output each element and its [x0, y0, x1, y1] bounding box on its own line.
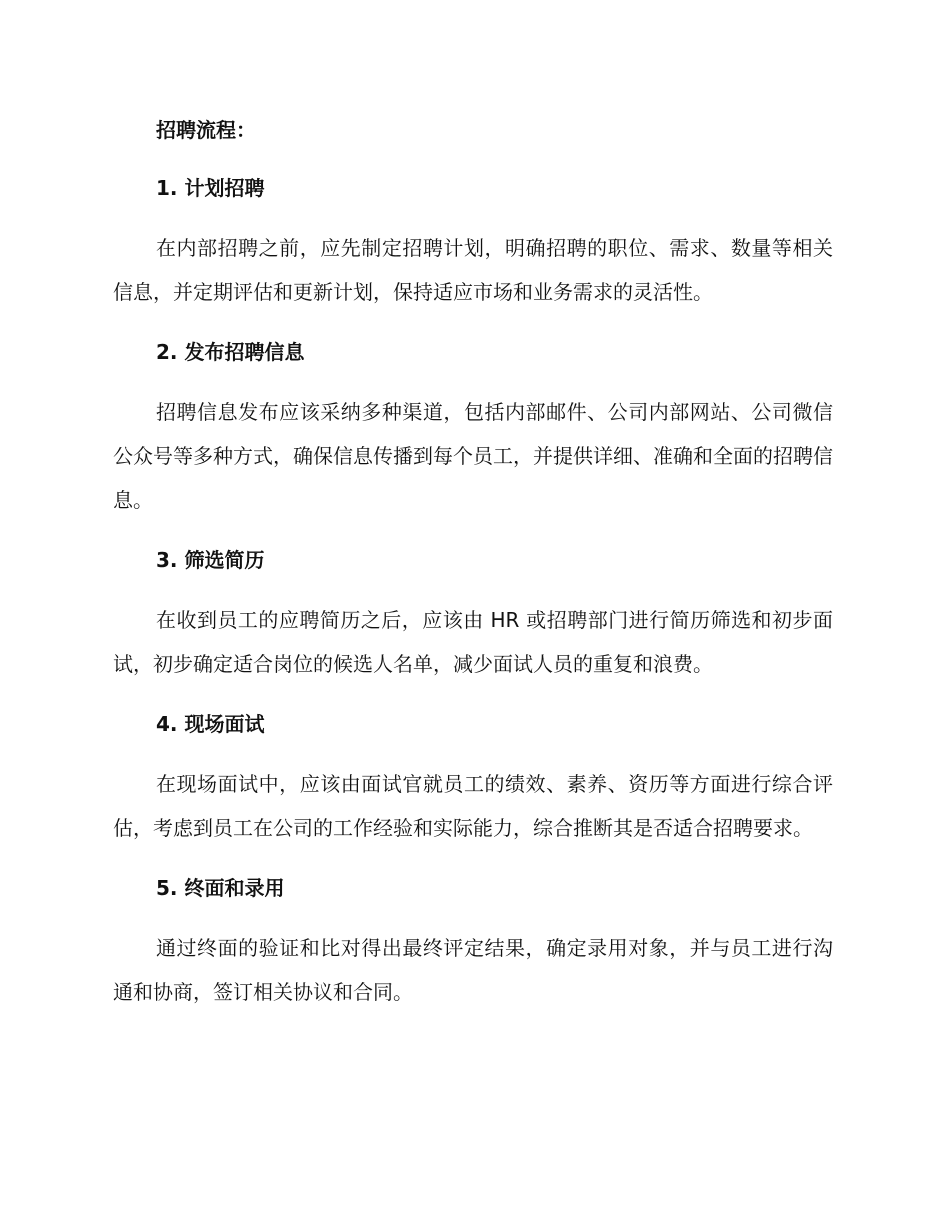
section-body: 在现场面试中，应该由面试官就员工的绩效、素养、资历等方面进行综合评估，考虑到员工在公司的工作经验和实际能力，综合推断其是否适合招聘要求。: [113, 772, 833, 840]
section-heading: 5. 终面和录用: [156, 876, 285, 900]
section-plan-recruitment: [113, 168, 833, 314]
section-onsite-interview: [113, 704, 833, 850]
section-body: 在内部招聘之前，应先制定招聘计划，明确招聘的职位、需求、数量等相关信息，并定期评估和更新计划，保持适应市场和业务需求的灵活性。: [113, 236, 833, 304]
section-heading: 4. 现场面试: [156, 712, 265, 736]
section-screen-resumes: [113, 540, 833, 686]
section-final-interview-hiring: [113, 868, 833, 1014]
document-title: 招聘流程：: [156, 118, 256, 142]
section-body: 招聘信息发布应该采纳多种渠道，包括内部邮件、公司内部网站、公司微信公众号等多种方式，确保信息传播到每个员工，并提供详细、准确和全面的招聘信息。: [113, 400, 833, 512]
section-body: 通过终面的验证和比对得出最终评定结果，确定录用对象，并与员工进行沟通和协商，签订相关协议和合同。: [113, 936, 833, 1004]
section-heading: 2. 发布招聘信息: [156, 340, 305, 364]
document-content: [113, 110, 833, 1014]
section-body: 在收到员工的应聘简历之后，应该由 HR 或招聘部门进行简历筛选和初步面试，初步确定适合岗位的候选人名单，减少面试人员的重复和浪费。: [113, 608, 833, 676]
section-heading: 3. 筛选简历: [156, 548, 265, 572]
section-publish-info: [113, 332, 833, 522]
section-heading: 1. 计划招聘: [156, 176, 265, 200]
